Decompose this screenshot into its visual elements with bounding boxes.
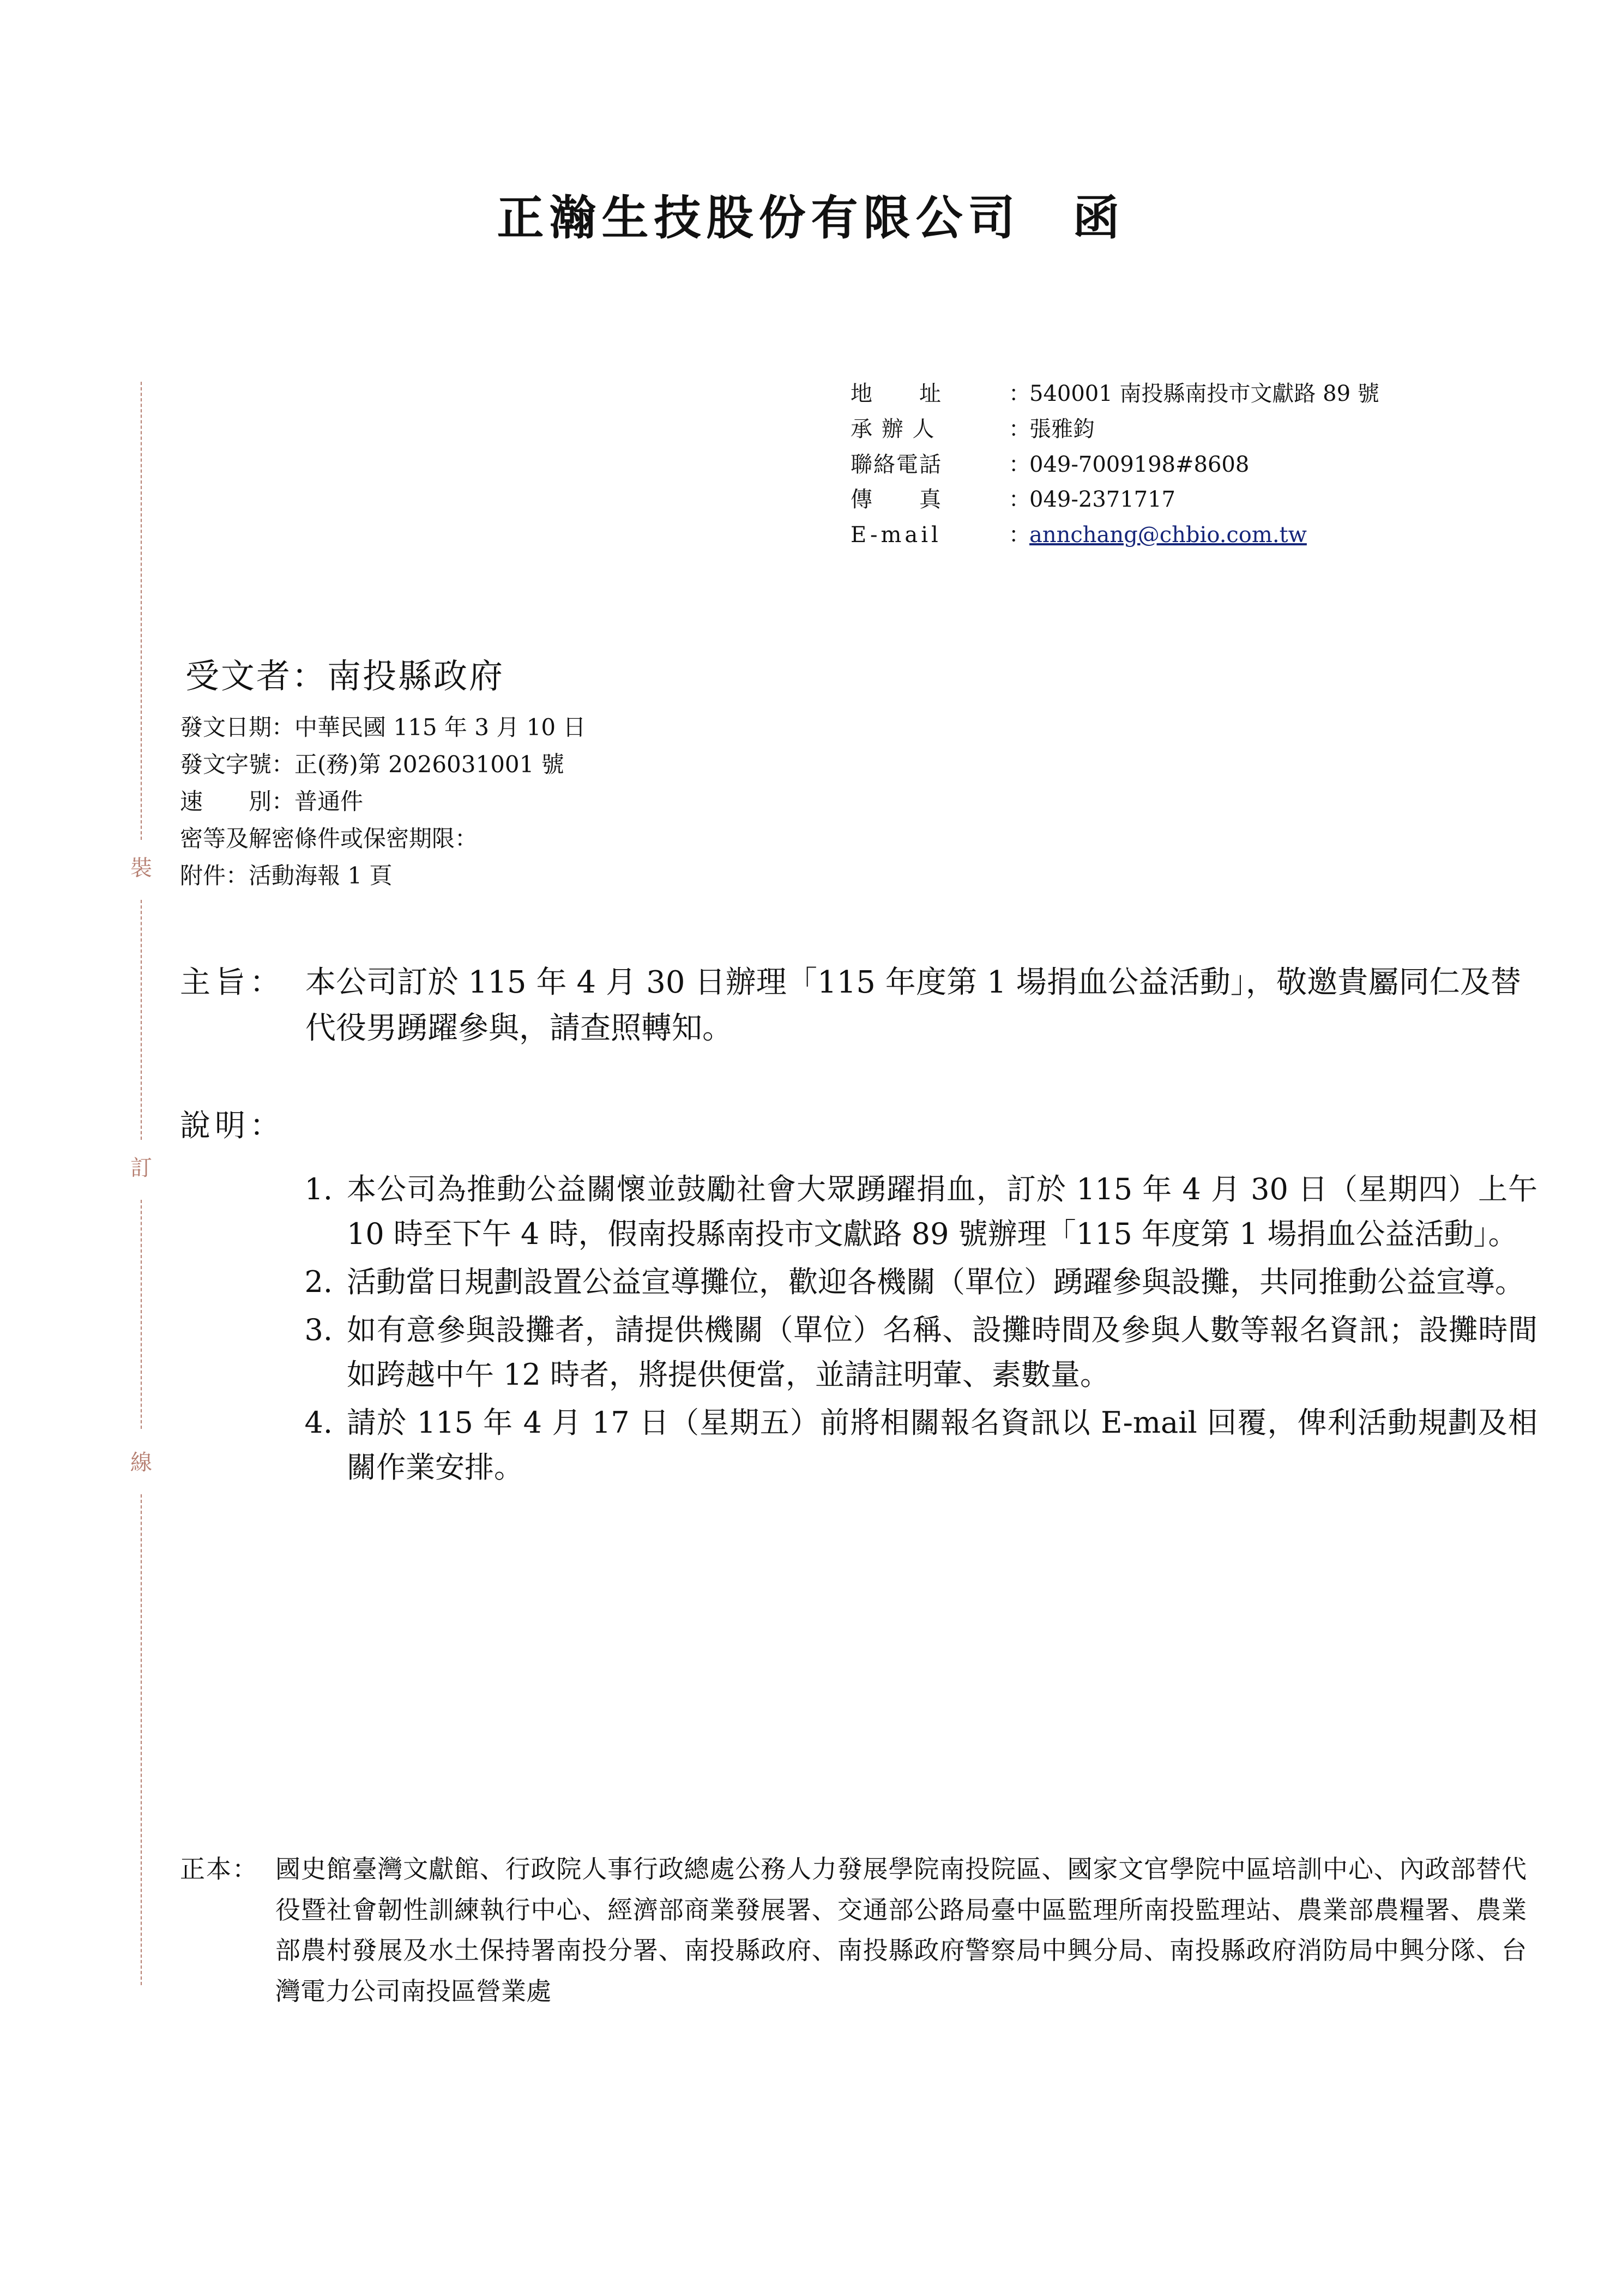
binding-mark-xian: 線 xyxy=(130,1450,152,1475)
meta-label-doc-number: 發文字號 xyxy=(180,751,272,778)
distribution-label: 正本： xyxy=(180,1854,258,1884)
contact-sep-fax: ： xyxy=(1009,487,1030,513)
meta-value-attachment: 活動海報 1 頁 xyxy=(249,862,393,889)
contact-value-address: 540001 南投縣南投市文獻路 89 號 xyxy=(1029,381,1379,406)
list-item xyxy=(284,1260,1537,1305)
binding-dashed-line xyxy=(141,382,142,840)
subject-label: 主旨： xyxy=(180,965,285,1000)
meta-sep-attachment: ： xyxy=(226,862,249,889)
contact-value-phone: 049-7009198#8608 xyxy=(1029,452,1250,477)
contact-label-email: E-mail xyxy=(851,522,942,548)
binding-mark-ding: 訂 xyxy=(130,1156,152,1181)
binding-mark-zhuang: 裝 xyxy=(130,856,152,881)
meta-row-attachment xyxy=(180,857,1161,894)
list-item-number: 3. xyxy=(304,1313,333,1348)
meta-value-issue-date: 中華民國 115 年 3 月 10 日 xyxy=(294,714,586,741)
distribution-text: 國史館臺灣文獻館、行政院人事行政總處公務人力發展學院南投院區、國家文官學院中區培訓中心、內政部替代役暨社會韌性訓練執行中心、經濟部商業發展署、交通部公路局臺中區監理所南投監理站、農業部農糧署、農業部農村發展及水土保持署南投分署、南投縣政府、南投縣政府警察局中興分局、南投縣政府消防局中興分隊、台灣電力公司南投區營業處 xyxy=(275,1854,1527,2006)
document-meta-block xyxy=(180,709,1161,894)
meta-label-issue-date: 發文日期 xyxy=(180,714,272,741)
binding-dashed-line xyxy=(141,1494,142,1985)
contact-sep-email: ： xyxy=(1009,522,1030,548)
meta-value-speed: 普通件 xyxy=(294,788,364,815)
meta-sep-doc-number: ： xyxy=(272,751,295,778)
contact-sep-phone: ： xyxy=(1009,452,1030,477)
contact-row-officer xyxy=(851,412,1537,447)
contact-label-fax: 傳 真 xyxy=(851,487,942,513)
meta-sep-classification: ： xyxy=(455,825,478,852)
contact-row-email xyxy=(851,518,1537,553)
list-item xyxy=(284,1401,1537,1490)
list-item xyxy=(284,1167,1537,1257)
binding-dashed-line xyxy=(141,900,142,1140)
meta-label-speed: 速 別 xyxy=(180,788,272,815)
meta-value-doc-number: 正(務)第 2026031001 號 xyxy=(294,751,564,778)
contact-label-phone: 聯絡電話 xyxy=(851,452,942,477)
explanation-label: 說明： xyxy=(180,1108,285,1144)
explanation-items xyxy=(284,1167,1537,1494)
meta-row-speed xyxy=(180,783,1161,820)
list-item-number: 4. xyxy=(304,1405,333,1440)
contact-value-officer: 張雅鈞 xyxy=(1029,416,1095,442)
meta-row-classification xyxy=(180,820,1161,857)
recipient-line: 受文者：南投縣政府 xyxy=(185,656,505,696)
meta-label-attachment: 附件 xyxy=(180,862,226,889)
document-title: 正瀚生技股份有限公司 函 xyxy=(497,190,1125,245)
list-item-text: 請於 115 年 4 月 17 日（星期五）前將相關報名資訊以 E-mail 回覆，俾利活動規劃及相關作業安排。 xyxy=(347,1405,1537,1485)
list-item-number: 2. xyxy=(304,1265,333,1300)
contact-value-fax: 049-2371717 xyxy=(1029,487,1176,513)
meta-row-issue-date xyxy=(180,709,1161,746)
meta-row-doc-number xyxy=(180,746,1161,783)
contact-sep-address: ： xyxy=(1009,381,1030,406)
contact-row-fax xyxy=(851,482,1537,518)
list-item-text: 如有意參與設攤者，請提供機關（單位）名稱、設攤時間及參與人數等報名資訊；設攤時間如跨越中午 12 時者，將提供便當，並請註明葷、素數量。 xyxy=(347,1313,1537,1392)
subject-text: 本公司訂於 115 年 4 月 30 日辦理「115 年度第 1 場捐血公益活動」，敬邀貴屬同仁及替代役男踴躍參與，請查照轉知。 xyxy=(305,965,1521,1046)
list-item-number: 1. xyxy=(304,1172,333,1206)
meta-sep-speed: ： xyxy=(272,788,295,815)
subject-section xyxy=(180,960,1521,1051)
contact-label-officer: 承 辦 人 xyxy=(851,416,936,442)
list-item xyxy=(284,1308,1537,1397)
contact-block xyxy=(851,376,1537,553)
contact-row-address xyxy=(851,376,1537,412)
list-item-text: 活動當日規劃設置公益宣導攤位，歡迎各機關（單位）踴躍參與設攤，共同推動公益宣導。 xyxy=(347,1265,1524,1300)
contact-sep-officer: ： xyxy=(1009,416,1030,442)
email-link[interactable]: annchang@chbio.com.tw xyxy=(1029,522,1307,548)
contact-row-phone xyxy=(851,447,1537,483)
meta-label-classification: 密等及解密條件或保密期限 xyxy=(180,825,455,852)
binding-dashed-line xyxy=(141,1200,142,1429)
meta-sep-issue-date: ： xyxy=(272,714,295,741)
contact-label-address: 地 址 xyxy=(851,381,942,406)
distribution-section xyxy=(180,1849,1527,2011)
list-item-text: 本公司為推動公益關懷並鼓勵社會大眾踴躍捐血，訂於 115 年 4 月 30 日（星期四）上午 10 時至下午 4 時，假南投縣南投市文獻路 89 號辦理「115 年度第 1 場捐血公益活動」。 xyxy=(347,1172,1537,1252)
